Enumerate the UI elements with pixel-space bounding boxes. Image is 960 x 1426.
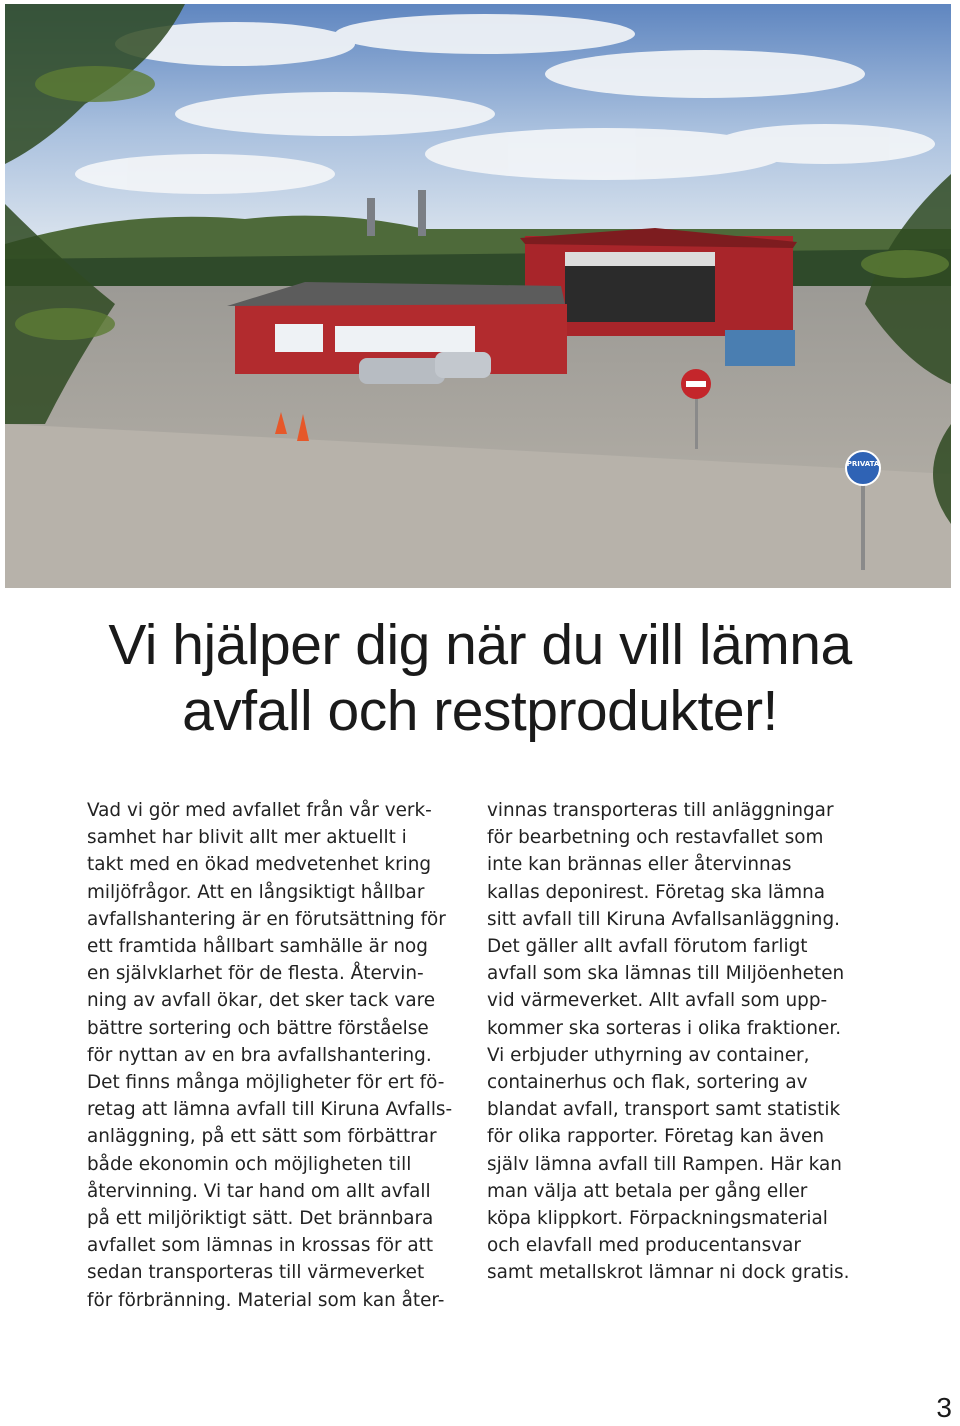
body-line: bättre sortering och bättre förståelse [87,1017,429,1039]
body-line: sedan transporteras till värmeverket [87,1262,425,1284]
page-number: 3 [936,1392,952,1423]
body-line: retag att lämna avfall till Kiruna Avfalls- [87,1099,453,1121]
body-line: för olika rapporter. Företag kan även [487,1126,824,1148]
body-line: sitt avfall till Kiruna Avfallsanläggning. [487,908,840,930]
body-line: Det finns många möjligheter för ert fö- [87,1072,445,1094]
body-line: takt med en ökad medvetenhet kring [87,854,432,876]
body-line: containerhus och flak, sortering av [487,1072,808,1094]
body-line: avfallet som lämnas in krossas för att [87,1235,434,1257]
body-line: själv lämna avfall till Rampen. Här kan [487,1153,842,1175]
body-line: vinnas transporteras till anläggningar [487,800,834,821]
body-line: avfall som ska lämnas till Miljöenheten [487,963,845,985]
body-line: en självklarhet för de flesta. Återvin- [87,963,424,985]
body-line: köpa klippkort. Förpackningsmaterial [487,1208,828,1230]
body-line: ett framtida hållbart samhälle är nog [87,936,428,958]
body-line: Vad vi gör med avfallet från vår verk- [87,800,432,821]
title-line-2: avfall och restprodukter! [182,679,778,743]
body-line: miljöfrågor. Att en långsiktigt hållbar [87,881,425,903]
title-line-1: Vi hjälper dig när du vill lämna [108,613,852,677]
body-line: både ekonomin och möjligheten till [87,1153,412,1175]
body-line: för förbränning. Material som kan åter- [87,1289,445,1311]
body-line: kallas deponirest. Företag ska lämna [487,881,826,903]
body-line: Vi erbjuder uthyrning av container, [487,1044,810,1066]
body-line: samhet har blivit allt mer aktuellt i [87,827,407,849]
recycling-facility-photo [5,4,951,588]
body-column-right [487,797,887,1287]
body-line: vid värmeverket. Allt avfall som upp- [487,990,828,1012]
body-line: ning av avfall ökar, det sker tack vare [87,990,436,1012]
body-line: kommer ska sorteras i olika fraktioner. [487,1017,842,1039]
body-line: man välja att betala per gång eller [487,1180,808,1202]
body-line: samt metallskrot lämnar ni dock gratis. [487,1262,850,1284]
body-line: blandat avfall, transport samt statistik [487,1099,841,1121]
body-line: anläggning, på ett sätt som förbättrar [87,1126,437,1148]
body-line: avfallshantering är en förutsättning för [87,908,446,930]
body-column-left [87,797,467,1314]
body-line: och elavfall med producentansvar [487,1235,801,1257]
svg-text:PRIVATA: PRIVATA [846,460,880,468]
body-line: återvinning. Vi tar hand om allt avfall [87,1180,431,1202]
body-line: på ett miljöriktigt sätt. Det brännbara [87,1208,434,1230]
body-line: för bearbetning och restavfallet som [487,827,824,849]
body-line: Det gäller allt avfall förutom farligt [487,936,808,958]
body-line: för nyttan av en bra avfallshantering. [87,1044,432,1066]
page-title [0,612,960,744]
body-line: inte kan brännas eller återvinnas [487,854,792,876]
